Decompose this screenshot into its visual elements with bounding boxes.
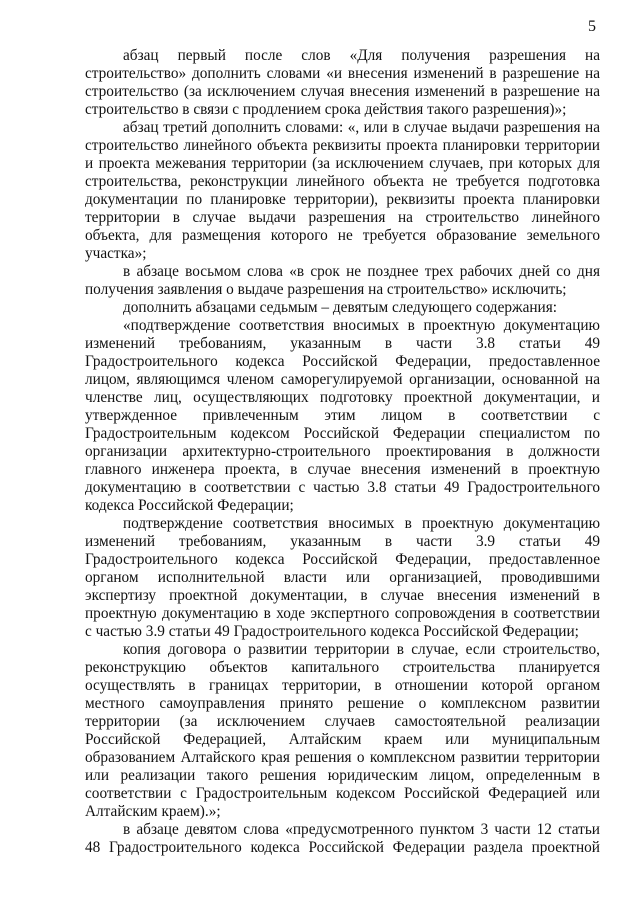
text-line: подтверждение соответствия вносимых в проектную документацию	[123, 515, 600, 532]
text-line: органом исполнительной власти или организацией, проводившими	[85, 569, 600, 586]
text-line: кодекса Российской Федерации;	[85, 497, 294, 514]
text-line: членстве лиц, осуществляющих подготовку проектной документации, и	[85, 389, 600, 406]
text-line: утвержденное привлеченным этим лицом в соответствии с	[85, 407, 600, 424]
text-line: строительство» дополнить словами «и внесения изменений в разрешение на	[85, 65, 600, 82]
text-line: дополнить абзацами седьмым – девятым следующего содержания:	[123, 299, 558, 316]
text-line: соответствии с Градостроительным кодексом Российской Федерацией или	[85, 785, 600, 802]
text-line: изменений требованиям, указанным в части 3.9 статьи 49	[85, 533, 600, 550]
text-line: местного самоуправления принято решение о комплексном развитии	[85, 695, 600, 712]
text-line: экспертизу проектной документации, в случае внесения изменений в	[85, 587, 600, 604]
text-line: Градостроительного кодекса Российской Федерации, предоставленное	[85, 353, 600, 370]
text-line: территории (за исключением случаев самостоятельной реализации	[85, 713, 600, 730]
text-line: 48 Градостроительного кодекса Российской Федерации раздела проектной	[85, 839, 600, 856]
text-line: участка»;	[85, 245, 147, 262]
text-line: в абзаце девятом слова «предусмотренного пунктом 3 части 12 статьи	[123, 821, 600, 838]
text-line: документации по планировке территории), реквизиты проекта планировки	[85, 191, 600, 208]
text-line: объекта, для размещения которого не требуется образование земельного	[85, 227, 600, 244]
text-line: в абзаце восьмом слова «в срок не позднее трех рабочих дней со дня	[123, 263, 600, 280]
text-line: с частью 3.9 статьи 49 Градостроительного кодекса Российской Федерации;	[85, 623, 579, 640]
text-line: изменений требованиям, указанным в части 3.8 статьи 49	[85, 335, 600, 352]
text-line: проектную документацию в ходе экспертного сопровождения в соответствии	[85, 605, 600, 622]
text-line: осуществлять в границах территории, в отношении которой органом	[85, 677, 600, 694]
text-line: реконструкцию объектов капитального строительства планируется	[85, 659, 600, 676]
text-line: копия договора о развитии территории в случае, если строительство,	[123, 641, 600, 658]
text-line: строительство (за исключением случая внесения изменений в разрешение на	[85, 83, 600, 100]
text-line: абзац третий дополнить словами: «, или в случае выдачи разрешения на	[123, 119, 600, 136]
text-line: «подтверждение соответствия вносимых в проектную документацию	[123, 317, 600, 334]
text-line: или реализации такого решения юридическим лицом, определенным в	[85, 767, 600, 784]
text-line: абзац первый после слов «Для получения разрешения на	[123, 47, 600, 64]
text-line: Градостроительного кодекса Российской Федерации, предоставленное	[85, 551, 600, 568]
text-line: лицом, являющимся членом саморегулируемой организации, основанной на	[85, 371, 600, 388]
text-line: Российской Федерацией, Алтайским краем или муниципальным	[85, 731, 600, 748]
text-line: строительства, реконструкции линейного объекта не требуется подготовка	[85, 173, 600, 190]
text-line: главного инженера проекта, в случае внесения изменений в проектную	[85, 461, 600, 478]
text-line: документацию в соответствии с частью 3.8 статьи 49 Градостроительного	[85, 479, 600, 496]
text-line: организации архитектурно-строительного проектирования в должности	[85, 443, 600, 460]
page-number: 5	[588, 18, 596, 35]
text-line: строительство линейного объекта реквизиты проекта планировки территории	[85, 137, 600, 154]
text-line: и проекта межевания территории (за исключением случаев, при которых для	[85, 155, 600, 172]
text-line: Градостроительным кодексом Российской Федерации специалистом по	[85, 425, 600, 442]
text-line: образованием Алтайского края решения о комплексном развитии территории	[85, 749, 600, 766]
text-line: территории в случае выдачи разрешения на строительство линейного	[85, 209, 600, 226]
text-line: строительство в связи с продлением срока действия такого разрешения)»;	[85, 101, 567, 118]
text-line: Алтайским краем).»;	[85, 803, 221, 820]
document-body	[85, 47, 600, 857]
text-line: получения заявления о выдаче разрешения на строительство» исключить;	[85, 281, 567, 298]
